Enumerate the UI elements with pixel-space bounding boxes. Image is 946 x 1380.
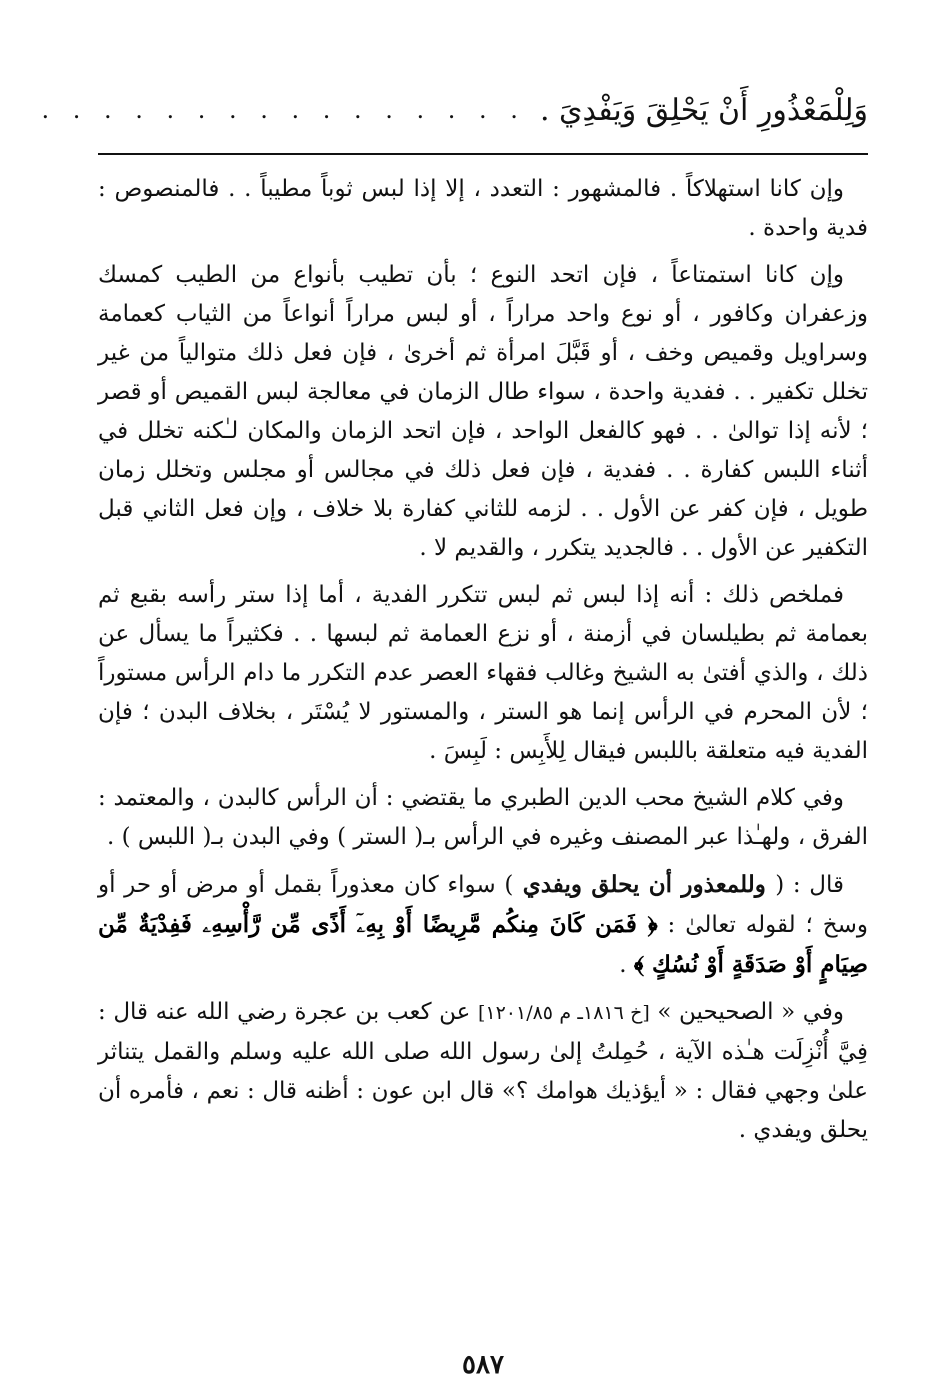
p5-end: . bbox=[619, 952, 634, 978]
page-number: ٥٨٧ bbox=[462, 1350, 504, 1380]
header-rule bbox=[98, 153, 868, 155]
paragraph-5 bbox=[98, 865, 868, 985]
paragraph-1: وإن كانا استهلاكاً . فالمشهور : التعدد ، إلا إذا لبس ثوباً مطيباً . . فالمنصوص : فدية واحدة . bbox=[98, 176, 868, 241]
matn-text: وللمعذور أن يحلق ويفدي bbox=[513, 871, 776, 898]
p5-prefix: قال : ( bbox=[775, 872, 844, 898]
paragraph-6 bbox=[98, 993, 868, 1150]
hadith-reference: [خ ١٨١٦ـ م ١٢٠١/٨٥] bbox=[477, 1002, 650, 1024]
p5-middle: ) سواء كان معذوراً بقمل أو مرض أو حر أو وسخ ؛ لقوله تعالىٰ : bbox=[98, 872, 869, 938]
paragraph-4: وفي كلام الشيخ محب الدين الطبري ما يقتضي : أن الرأس كالبدن ، والمعتمد : الفرق ، ولهـٰذا عبر المصنف وغيره في الرأس بـ( الستر ) وفي البدن بـ( اللبس ) . bbox=[98, 785, 868, 850]
body-text bbox=[98, 170, 868, 1158]
paragraph-2: وإن كانا استمتاعاً ، فإن اتحد النوع ؛ بأن تطيب بأنواع من الطيب كمسك وزعفران وكافور ، أو نوع واحد مراراً ، أو لبس مراراً أنواعاً من الثياب كعمامة وسراويل وقميص وخف ، أو قَبَّلَ امرأة ثم أخرىٰ ، فإن فعل ذلك متوالياً من غير تخلل تكفير . . ففدية واحدة ، سواء طال الزمان في معالجة لبس القميص أو قصر ؛ لأنه إذا توالىٰ . . فهو كالفعل الواحد ، فإن اتحد الزمان والمكان لـٰكنه تخلل في أثناء اللبس كفارة . . ففدية ، فإن فعل ذلك في مجالس أو مجلس وتخلل زمان طويل ، فإن كفر عن الأول . . لزمه للثاني كفارة بلا خلاف ، وإن فعل الثاني قبل التكفير عن الأول . . فالجديد يتكرر ، والقديم لا . bbox=[98, 262, 868, 561]
p6-start: وفي « الصحيحين » bbox=[649, 999, 844, 1025]
header-title: وَلِلْمَعْذُورِ أَنْ يَحْلِقَ وَيَفْدِيَ . bbox=[539, 92, 868, 128]
quran-verse: ﴿ فَمَن كَانَ مِنكُم مَّرِيضًا أَوْ بِهِۦٓ أَذًى مِّن رَّأْسِهِۦ فَفِدْيَةٌ مِّن صِيَامٍ أَوْ صَدَقَةٍ أَوْ نُسُكٍ ﴾ bbox=[98, 911, 868, 978]
header-leader-dots: . . . . . . . . . . . . . . . . bbox=[41, 96, 526, 124]
paragraph-3: فملخص ذلك : أنه إذا لبس ثم لبس تتكرر الفدية ، أما إذا ستر رأسه بقبع ثم بعمامة ثم بطيلسان في أزمنة ، أو نزع العمامة ثم لبسها . . فكثيراً ما يسأل عن ذلك ، والذي أفتىٰ به الشيخ وغالب فقهاء العصر عدم التكرر ما دام الرأس مستوراً ؛ لأن المحرم في الرأس إنما هو الستر ، والمستور لا يُسْتَر ، بخلاف البدن ؛ فإن الفدية فيه متعلقة باللبس فيقال لِلأَبِس : لَبِسَ . bbox=[98, 582, 868, 764]
p6-rest: عن كعب بن عجرة رضي الله عنه قال : فِيَّ أُنْزِلَت هـٰذه الآية ، حُمِلتُ إلىٰ رسول الله صلى الله عليه وسلم والقمل يتناثر علىٰ وجهي فقال : « أيؤذيك هوامك ؟» قال ابن عون : أظنه قال : نعم ، فأمره أن يحلق ويفدي . bbox=[98, 999, 868, 1143]
book-page bbox=[41, 60, 869, 1380]
running-header bbox=[41, 82, 868, 138]
